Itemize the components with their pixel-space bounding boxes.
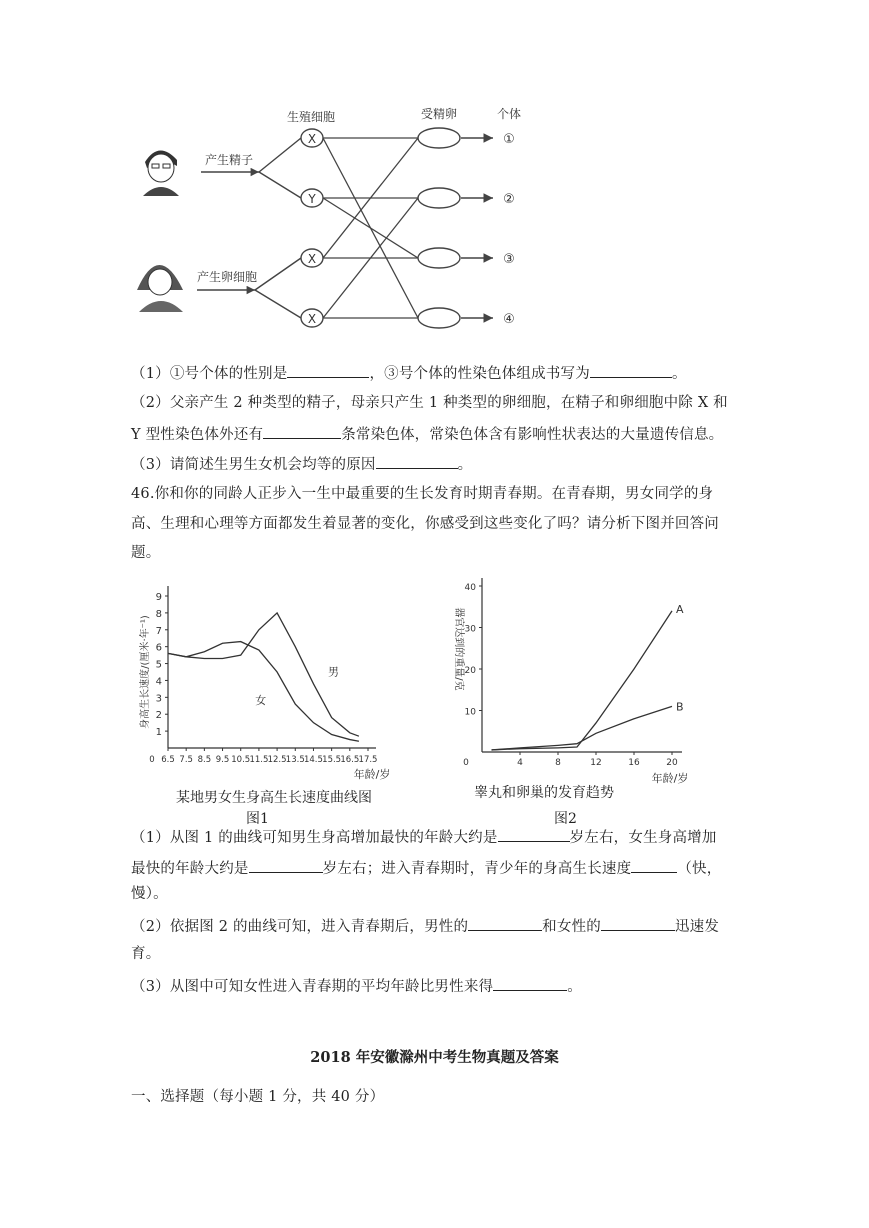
y-tick-label: 10 (464, 707, 476, 718)
series-label-B: B (676, 700, 684, 714)
individual-1: ① (503, 132, 515, 147)
x-axis-label: 年龄/岁 (651, 772, 689, 785)
y-tick-label: 30 (464, 624, 476, 635)
q46-part1-line1: （1）从图 1 的曲线可知男生身高增加最快的年龄大约是 岁左右，女生身高增加 (131, 826, 717, 848)
q46-part1-line2: 最快的年龄大约是 岁左右；进入青春期时，青少年的身高生长速度 （快， (131, 857, 721, 879)
individual-4: ④ (503, 312, 515, 327)
figure-1-title: 某地男女生身高生长速度曲线图 (176, 790, 372, 806)
y-tick-label: 5 (155, 659, 162, 671)
figure-2-chart (440, 572, 710, 817)
x-tick-label: 20 (666, 758, 678, 768)
x-tick-label: 12.5 (267, 755, 287, 765)
q46-part2-line2: 育。 (131, 946, 161, 962)
series-label-boys: 男 (328, 665, 339, 679)
x-tick-label: 6.5 (161, 755, 175, 765)
q46-intro-1: 46.你和你的同龄人正步入一生中最重要的生长发育时期青春期。在青春期，男女同学的身 (131, 486, 714, 502)
section-subheading: 一、选择题（每小题 1 分，共 40 分） (131, 1089, 385, 1105)
answer-blank[interactable] (468, 915, 542, 931)
answer-blank[interactable] (287, 362, 369, 378)
x-tick-label: 8.5 (197, 755, 212, 765)
figure-1-caption: 图1 (246, 811, 269, 827)
x-tick-label: 4 (517, 758, 523, 768)
y-tick-label: 6 (155, 642, 162, 654)
x-tick-label: 8 (555, 758, 561, 768)
section-heading: 2018 年安徽滁州中考生物真题及答案 (310, 1049, 559, 1066)
y-tick-label: 8 (155, 608, 162, 620)
x-tick-label: 10.5 (231, 755, 251, 765)
q46-intro-3: 题。 (131, 545, 161, 561)
x-tick-label: 0 (149, 755, 155, 765)
y-tick-label: 40 (464, 583, 476, 593)
x-tick-label: 12 (590, 758, 602, 768)
x-tick-label: 7.5 (179, 755, 193, 765)
series-label-girls: 女 (255, 694, 267, 708)
egg-x-2: X (307, 312, 317, 326)
figure-2-title: 睾丸和卵巢的发育趋势 (474, 785, 614, 801)
series-label-A: A (676, 602, 684, 616)
x-tick-label: 0 (463, 758, 469, 768)
x-axis-label: 年龄/岁 (353, 768, 391, 781)
x-tick-label: 15.5 (322, 755, 342, 765)
answer-blank[interactable] (498, 826, 570, 842)
x-tick-label: 9.5 (215, 755, 230, 765)
mother-label: 产生卵细胞 (197, 270, 258, 284)
y-tick-label: 2 (155, 710, 162, 722)
y-tick-label: 1 (155, 727, 162, 739)
individual-3: ③ (503, 252, 515, 267)
y-tick-label: 20 (464, 666, 476, 676)
q45-part3: （3）请简述生男生女机会均等的原因 。 (131, 453, 472, 475)
genetics-diagram-svg (131, 100, 531, 340)
answer-blank[interactable] (493, 975, 567, 991)
series-line-A (492, 611, 673, 750)
figure-2-caption: 图2 (554, 811, 577, 827)
q46-part2-line1: （2）依据图 2 的曲线可知，进入青春期后，男性的 和女性的 迅速发 (131, 915, 719, 937)
q46-part3: （3）从图中可知女性进入青春期的平均年龄比男性来得 。 (131, 975, 582, 997)
answer-blank[interactable] (376, 453, 458, 469)
answer-blank[interactable] (631, 857, 677, 873)
q45-part2-line2: Y 型性染色体外还有 条常染色体，常染色体含有影响性状表达的大量遗传信息。 (131, 423, 723, 445)
series-line-girls (168, 642, 359, 742)
sperm-x: X (307, 132, 317, 146)
x-tick-label: 16 (628, 758, 640, 768)
q45-part1: （1）①号个体的性别是 ，③号个体的性染色体组成书写为 。 (131, 362, 687, 384)
y-tick-label: 3 (155, 693, 162, 705)
x-tick-label: 13.5 (285, 755, 305, 765)
answer-blank[interactable] (263, 423, 341, 439)
sperm-y: Y (308, 192, 316, 206)
q46-part1-line3: 慢）。 (131, 886, 168, 902)
x-tick-label: 17.5 (358, 755, 378, 765)
genetics-diagram (131, 100, 531, 340)
y-axis-label: 身高生长速度/(厘米·年⁻¹) (140, 615, 151, 729)
y-tick-label: 4 (155, 676, 162, 688)
father-avatar (141, 148, 179, 196)
figure-2 (440, 572, 710, 817)
x-tick-label: 16.5 (340, 755, 360, 765)
father-label: 产生精子 (205, 153, 254, 167)
individual-2: ② (503, 192, 515, 207)
q45-part2-line1: （2）父亲产生 2 种类型的精子，母亲只产生 1 种类型的卵细胞，在精子和卵细胞中除 X 和 (131, 395, 728, 411)
individual-label: 个体 (496, 107, 522, 121)
answer-blank[interactable] (590, 362, 672, 378)
q46-intro-2: 高、生理和心理等方面都发生着显著的变化，你感受到这些变化了吗？请分析下图并回答问 (131, 516, 719, 532)
mother-avatar (137, 265, 183, 312)
y-axis-label: 器官达到的重量/克 (453, 607, 464, 691)
x-tick-label: 14.5 (303, 755, 323, 765)
y-tick-label: 7 (155, 625, 162, 637)
series-line-B (492, 706, 673, 750)
y-tick-label: 9 (155, 592, 162, 603)
x-tick-label: 11.5 (249, 755, 269, 765)
zygote-label: 受精卵 (420, 107, 458, 121)
germ-cell-label: 生殖细胞 (286, 110, 336, 124)
egg-x-1: X (307, 252, 317, 266)
answer-blank[interactable] (601, 915, 675, 931)
answer-blank[interactable] (249, 857, 323, 873)
